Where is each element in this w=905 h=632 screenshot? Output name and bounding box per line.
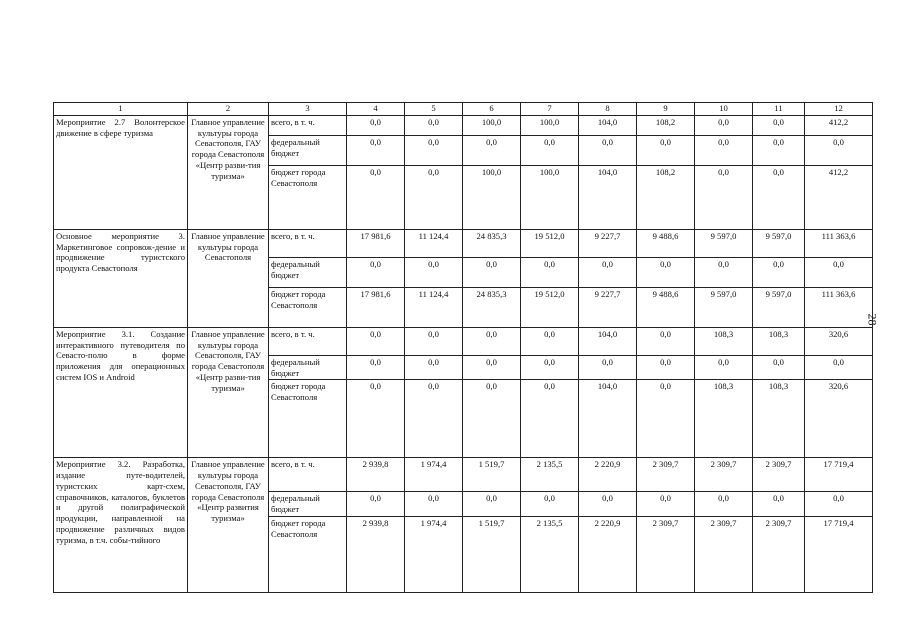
value-cell: 0,0 <box>753 258 805 288</box>
value-cell: 0,0 <box>405 116 463 136</box>
value-cell: 2 135,5 <box>521 516 579 592</box>
value-cell: 108,3 <box>753 380 805 458</box>
value-cell: 320,6 <box>805 380 873 458</box>
value-cell: 9 597,0 <box>695 288 753 328</box>
value-cell: 0,0 <box>805 136 873 166</box>
value-cell: 0,0 <box>753 166 805 230</box>
measure-cell: Основное мероприятие 3. Маркетинговое сопровож-дение и продвижение туристского продукта Севастополя <box>54 230 188 328</box>
value-cell: 0,0 <box>637 356 695 380</box>
value-cell: 0,0 <box>347 380 405 458</box>
funding-source-cell: всего, в т. ч. <box>269 116 347 136</box>
value-cell: 0,0 <box>463 136 521 166</box>
value-cell: 2 135,5 <box>521 458 579 492</box>
value-cell: 0,0 <box>805 492 873 516</box>
value-cell: 17 719,4 <box>805 458 873 492</box>
value-cell: 0,0 <box>521 492 579 516</box>
column-header: 8 <box>579 103 637 116</box>
value-cell: 0,0 <box>753 492 805 516</box>
value-cell: 0,0 <box>753 116 805 136</box>
value-cell: 0,0 <box>521 136 579 166</box>
value-cell: 108,3 <box>695 328 753 356</box>
value-cell: 0,0 <box>463 328 521 356</box>
column-header: 7 <box>521 103 579 116</box>
value-cell: 100,0 <box>521 116 579 136</box>
value-cell: 0,0 <box>579 356 637 380</box>
funding-source-cell: бюджет города Севастополя <box>269 288 347 328</box>
value-cell: 111 363,6 <box>805 230 873 258</box>
value-cell: 108,2 <box>637 166 695 230</box>
column-header: 4 <box>347 103 405 116</box>
value-cell: 104,0 <box>579 166 637 230</box>
value-cell: 0,0 <box>463 492 521 516</box>
value-cell: 24 835,3 <box>463 230 521 258</box>
value-cell: 100,0 <box>463 116 521 136</box>
value-cell: 1 974,4 <box>405 516 463 592</box>
table-row <box>54 328 873 356</box>
funding-source-cell: всего, в т. ч. <box>269 458 347 492</box>
value-cell: 0,0 <box>463 356 521 380</box>
value-cell: 100,0 <box>463 166 521 230</box>
value-cell: 0,0 <box>695 136 753 166</box>
value-cell: 9 227,7 <box>579 288 637 328</box>
executor-cell: Главное управление культуры города Севастополя, ГАУ города Севастополя «Центр развития туризма» <box>188 458 269 592</box>
value-cell: 111 363,6 <box>805 288 873 328</box>
column-header: 3 <box>269 103 347 116</box>
value-cell: 9 597,0 <box>753 288 805 328</box>
value-cell: 0,0 <box>695 258 753 288</box>
value-cell: 104,0 <box>579 116 637 136</box>
value-cell: 0,0 <box>405 258 463 288</box>
value-cell: 11 124,4 <box>405 288 463 328</box>
column-header: 12 <box>805 103 873 116</box>
funding-source-cell: федеральный бюджет <box>269 258 347 288</box>
value-cell: 2 309,7 <box>637 458 695 492</box>
column-header: 5 <box>405 103 463 116</box>
budget-table <box>53 102 873 593</box>
value-cell: 0,0 <box>405 380 463 458</box>
value-cell: 17 981,6 <box>347 230 405 258</box>
value-cell: 0,0 <box>405 136 463 166</box>
value-cell: 104,0 <box>579 380 637 458</box>
header-row <box>54 103 873 116</box>
table-row <box>54 230 873 258</box>
value-cell: 0,0 <box>405 166 463 230</box>
column-header: 10 <box>695 103 753 116</box>
funding-source-cell: всего, в т. ч. <box>269 328 347 356</box>
value-cell: 0,0 <box>637 380 695 458</box>
value-cell: 0,0 <box>405 356 463 380</box>
value-cell: 2 309,7 <box>753 516 805 592</box>
value-cell: 9 488,6 <box>637 288 695 328</box>
value-cell: 17 981,6 <box>347 288 405 328</box>
value-cell: 0,0 <box>637 328 695 356</box>
value-cell: 0,0 <box>753 356 805 380</box>
value-cell: 2 309,7 <box>695 516 753 592</box>
funding-source-cell: федеральный бюджет <box>269 356 347 380</box>
value-cell: 2 939,8 <box>347 458 405 492</box>
value-cell: 0,0 <box>521 380 579 458</box>
value-cell: 0,0 <box>463 258 521 288</box>
value-cell: 1 974,4 <box>405 458 463 492</box>
value-cell: 0,0 <box>637 492 695 516</box>
value-cell: 2 309,7 <box>695 458 753 492</box>
value-cell: 2 309,7 <box>753 458 805 492</box>
value-cell: 9 488,6 <box>637 230 695 258</box>
page-number: 28 <box>865 313 880 326</box>
value-cell: 0,0 <box>579 258 637 288</box>
value-cell: 0,0 <box>347 492 405 516</box>
value-cell: 1 519,7 <box>463 458 521 492</box>
value-cell: 2 309,7 <box>637 516 695 592</box>
column-header: 6 <box>463 103 521 116</box>
funding-source-cell: бюджет города Севастополя <box>269 166 347 230</box>
value-cell: 0,0 <box>579 492 637 516</box>
value-cell: 0,0 <box>579 136 637 166</box>
value-cell: 0,0 <box>695 116 753 136</box>
measure-cell: Мероприятие 2.7 Волонтерское движение в сфере туризма <box>54 116 188 230</box>
value-cell: 0,0 <box>347 258 405 288</box>
column-header: 2 <box>188 103 269 116</box>
value-cell: 100,0 <box>521 166 579 230</box>
value-cell: 17 719,4 <box>805 516 873 592</box>
value-cell: 0,0 <box>347 136 405 166</box>
value-cell: 11 124,4 <box>405 230 463 258</box>
value-cell: 24 835,3 <box>463 288 521 328</box>
value-cell: 0,0 <box>805 356 873 380</box>
table-row <box>54 116 873 136</box>
value-cell: 9 597,0 <box>695 230 753 258</box>
table-row <box>54 458 873 492</box>
funding-source-cell: бюджет города Севастополя <box>269 380 347 458</box>
value-cell: 2 939,8 <box>347 516 405 592</box>
value-cell: 412,2 <box>805 116 873 136</box>
value-cell: 0,0 <box>521 328 579 356</box>
funding-source-cell: всего, в т. ч. <box>269 230 347 258</box>
value-cell: 0,0 <box>347 328 405 356</box>
value-cell: 104,0 <box>579 328 637 356</box>
column-header: 11 <box>753 103 805 116</box>
value-cell: 0,0 <box>695 166 753 230</box>
value-cell: 0,0 <box>405 492 463 516</box>
table-body <box>54 116 873 593</box>
value-cell: 9 597,0 <box>753 230 805 258</box>
column-header: 9 <box>637 103 695 116</box>
value-cell: 0,0 <box>347 166 405 230</box>
value-cell: 19 512,0 <box>521 288 579 328</box>
value-cell: 0,0 <box>347 356 405 380</box>
value-cell: 2 220,9 <box>579 516 637 592</box>
value-cell: 412,2 <box>805 166 873 230</box>
measure-cell: Мероприятие 3.2. Разработка, издание путе-водителей, туристских карт-схем, справочников, каталогов, буклетов и другой полиграфической продукции, направленной на продвижение различных видов туризма, в т.ч. собы-тийного <box>54 458 188 592</box>
value-cell: 320,6 <box>805 328 873 356</box>
measure-cell: Мероприятие 3.1. Создание интерактивного путеводителя по Севасто-полю в форме приложения для операционных систем IOS и Android <box>54 328 188 458</box>
column-header: 1 <box>54 103 188 116</box>
value-cell: 108,3 <box>753 328 805 356</box>
value-cell: 0,0 <box>521 356 579 380</box>
value-cell: 0,0 <box>347 116 405 136</box>
value-cell: 2 220,9 <box>579 458 637 492</box>
value-cell: 0,0 <box>637 136 695 166</box>
value-cell: 0,0 <box>463 380 521 458</box>
executor-cell: Главное управление культуры города Севастополя, ГАУ города Севастополя «Центр разви-тия туризма» <box>188 328 269 458</box>
funding-source-cell: федеральный бюджет <box>269 136 347 166</box>
executor-cell: Главное управление культуры города Севастополя, ГАУ города Севастополя «Центр разви-тия туризма» <box>188 116 269 230</box>
value-cell: 0,0 <box>695 492 753 516</box>
value-cell: 1 519,7 <box>463 516 521 592</box>
executor-cell: Главное управление культуры города Севастополя <box>188 230 269 328</box>
value-cell: 0,0 <box>753 136 805 166</box>
value-cell: 0,0 <box>637 258 695 288</box>
value-cell: 0,0 <box>695 356 753 380</box>
value-cell: 19 512,0 <box>521 230 579 258</box>
value-cell: 0,0 <box>521 258 579 288</box>
value-cell: 0,0 <box>405 328 463 356</box>
value-cell: 9 227,7 <box>579 230 637 258</box>
value-cell: 108,2 <box>637 116 695 136</box>
funding-source-cell: федеральный бюджет <box>269 492 347 516</box>
funding-source-cell: бюджет города Севастополя <box>269 516 347 592</box>
value-cell: 108,3 <box>695 380 753 458</box>
value-cell: 0,0 <box>805 258 873 288</box>
